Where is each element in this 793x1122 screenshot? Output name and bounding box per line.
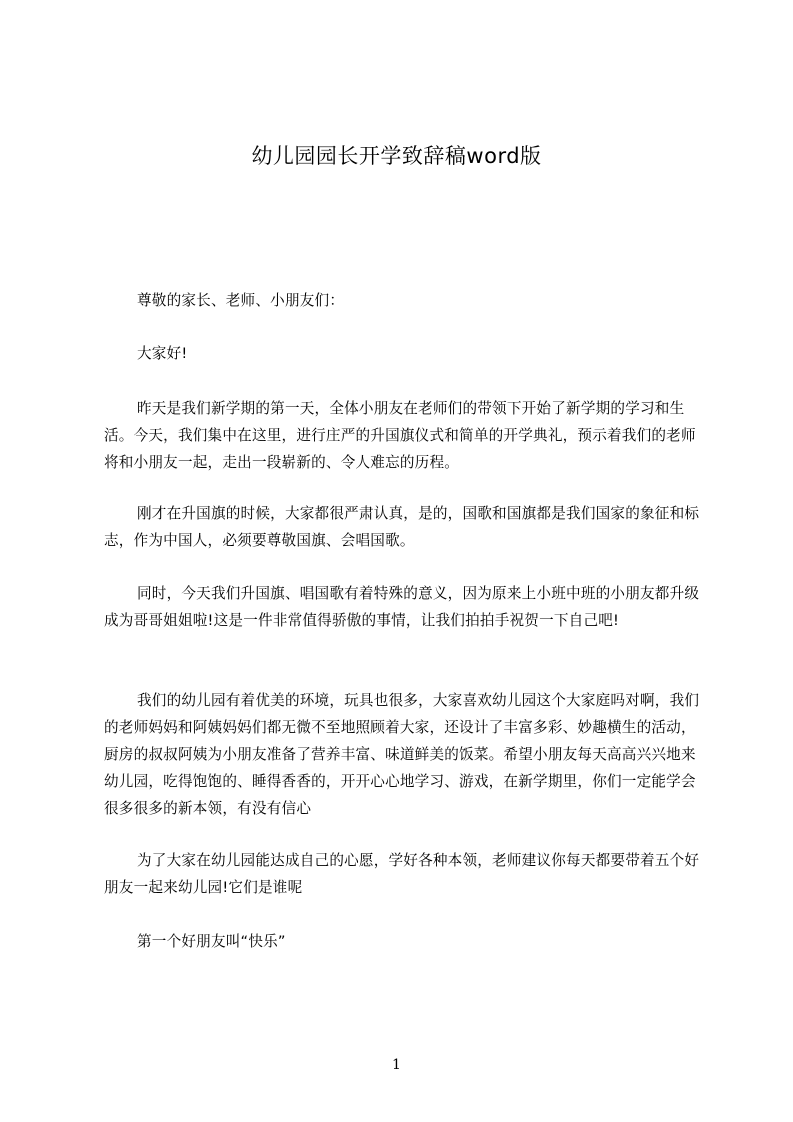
page-number: 1 <box>392 1057 401 1073</box>
salutation-line: 大家好! <box>137 345 188 362</box>
paragraph-4: 我们的幼儿园有着优美的环境，玩具也很多，大家喜欢幼儿园这个大家庭吗对啊，我们的老师妈妈和阿姨妈妈们都无微不至地照顾着大家，还设计了丰富多彩、妙趣横生的活动，厨房的叔叔阿姨为小朋友准备了营养丰富、味道鲜美的饭菜。希望小朋友每天高高兴兴地来幼儿园，吃得饱饱的、睡得香香的，开开心心地学习、游戏，在新学期里，你们一定能学会很多很多的新本领，有没有信心 <box>104 692 700 817</box>
paragraph-5: 为了大家在幼儿园能达成自己的心愿，学好各种本领，老师建议你每天都要带着五个好朋友一起来幼儿园!它们是谁呢 <box>104 852 700 896</box>
document-title: 幼儿园园长开学致辞稿word版 <box>251 144 542 168</box>
paragraph-6: 第一个好朋友叫“快乐” <box>137 933 286 950</box>
paragraph-3: 同时，今天我们升国旗、唱国歌有着特殊的意义，因为原来上小班中班的小朋友都升级成为哥哥姐姐啦!这是一件非常值得骄傲的事情，让我们拍拍手祝贺一下自己吧! <box>104 585 700 629</box>
paragraph-2: 刚才在升国旗的时候，大家都很严肃认真，是的，国歌和国旗都是我们国家的象征和标志，作为中国人，必须要尊敬国旗、会唱国歌。 <box>104 505 700 549</box>
paragraph-1: 昨天是我们新学期的第一天，全体小朋友在老师们的带领下开始了新学期的学习和生活。今天，我们集中在这里，进行庄严的升国旗仪式和简单的开学典礼，预示着我们的老师将和小朋友一起，走出一段崭新的、令人难忘的历程。 <box>104 400 696 471</box>
greeting-line: 尊敬的家长、老师、小朋友们： <box>137 292 345 309</box>
